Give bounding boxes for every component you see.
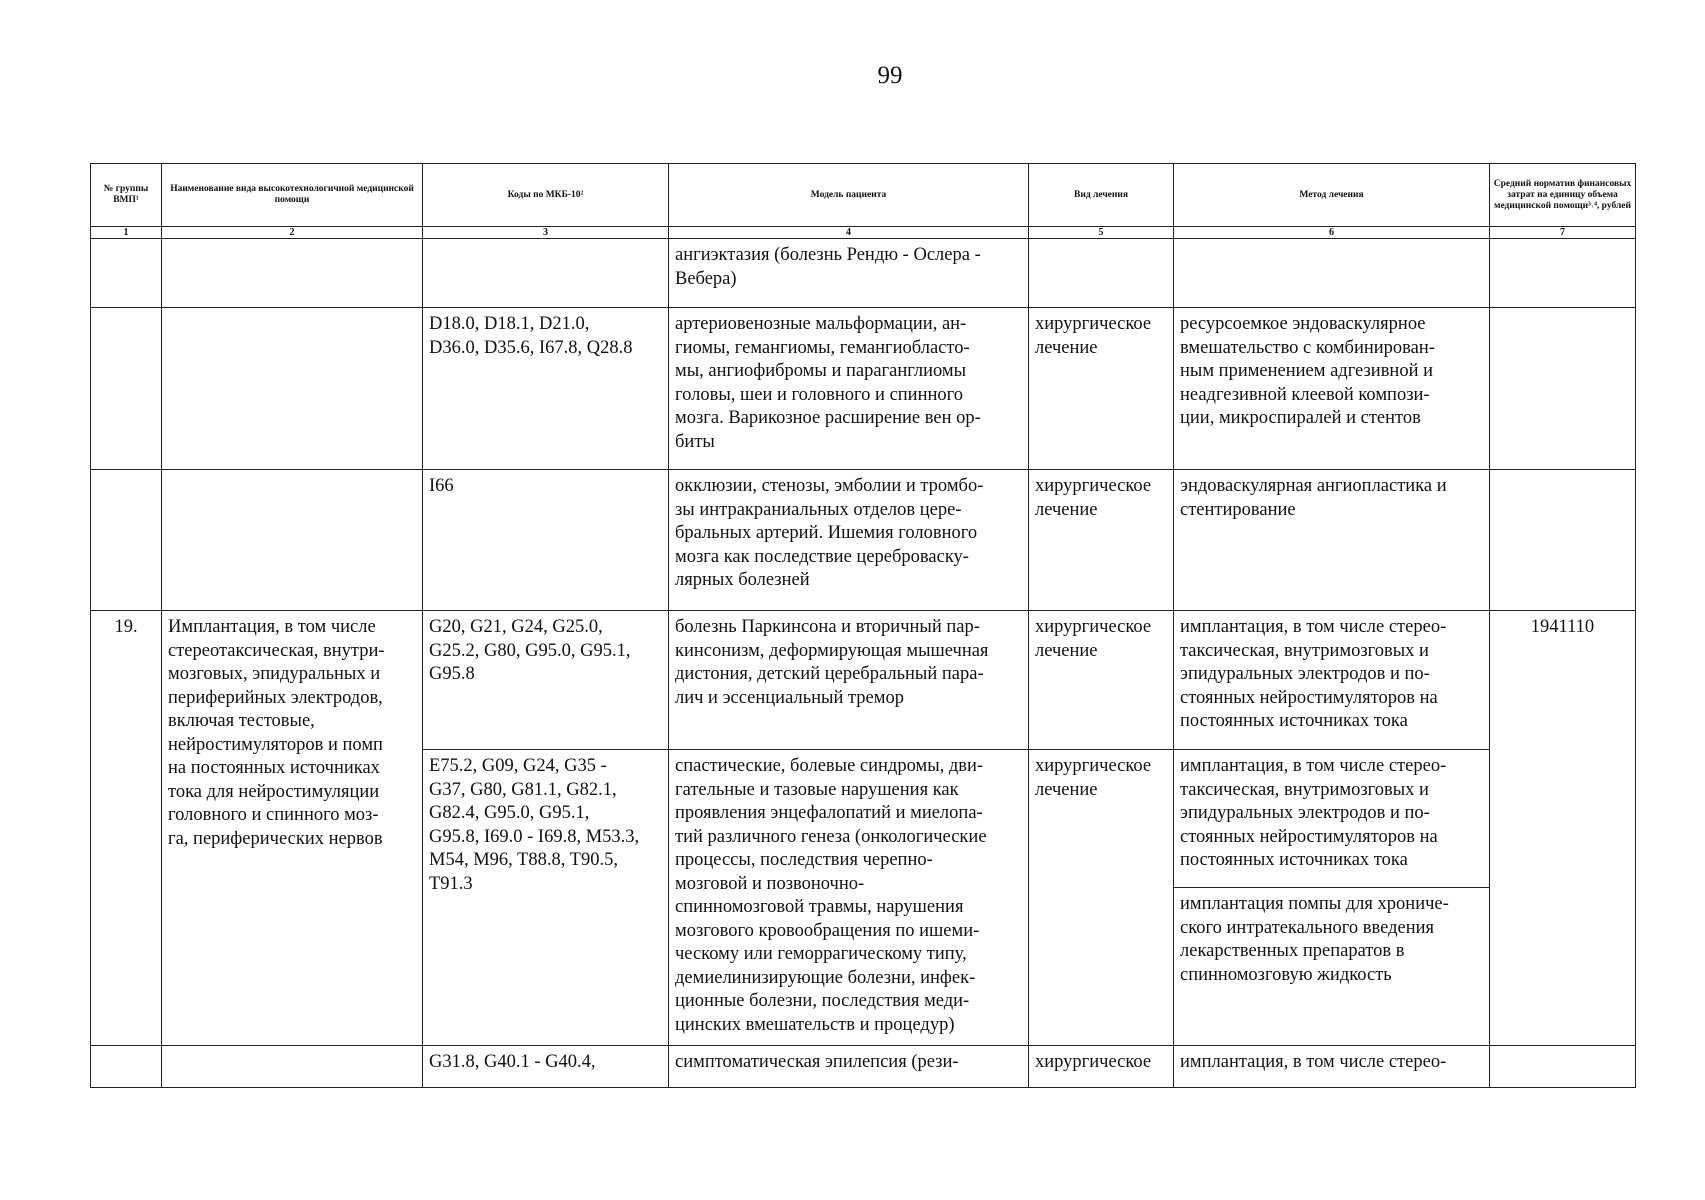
group-number-cell: 19. <box>91 611 162 1046</box>
column-number: 4 <box>669 227 1029 239</box>
codes-cell: E75.2, G09, G24, G35 - G37, G80, G81.1, G82.1, G82.4, G95.0, G95.1, G95.8, I69.0 - I69.8, M53.3, M54, M96, T88.8, T90.5, T91.3 <box>423 750 669 1046</box>
patient-model-cell: спастические, болевые синдромы, дви- гательные и тазовые нарушения как проявления энцефалопатий и миелопа- тий различного генеза (онкологические процессы, последствия черепно- мозговой и позвоночно- спинномозговой травмы, нарушения мозгового кровообращения по ишеми- ческому или геморрагическому типу, демиелинизирующие болезни, инфек- ционные болезни, последствия меди- цинских вмешательств и процедур) <box>669 750 1029 1046</box>
group-cell <box>91 308 162 470</box>
codes-cell: I66 <box>423 470 669 611</box>
patient-model-cell: артериовенозные мальформации, ан- гиомы, гемангиомы, гемангиобласто- мы, ангиофибромы и параганглиомы головы, шеи и головного и спинного мозга. Варикозное расширение вен ор- биты <box>669 308 1029 470</box>
patient-model-cell: болезнь Паркинсона и вторичный пар- кинсонизм, деформирующая мышечная дистония, детский церебральный пара- лич и эссенциальный тремор <box>669 611 1029 750</box>
treatment-type-cell <box>1029 239 1174 308</box>
care-type-cell: Имплантация, в том числе стереотаксическая, внутри- мозговых, эпидуральных и периферийных электродов, включая тестовые, нейростимуляторов и помп на постоянных источниках тока для нейростимуляции головного и спинного моз- га, периферических нервов <box>162 611 423 1046</box>
header-care-type: Наименование вида высокотехнологичной медицинской помощи <box>162 164 423 227</box>
codes-cell <box>423 239 669 308</box>
header-treatment-method: Метод лечения <box>1174 164 1490 227</box>
codes-cell: G31.8, G40.1 - G40.4, <box>423 1046 669 1088</box>
header-group-number: № группы ВМП¹ <box>91 164 162 227</box>
cost-cell <box>1490 239 1636 308</box>
codes-cell: D18.0, D18.1, D21.0, D36.0, D35.6, I67.8, Q28.8 <box>423 308 669 470</box>
table-row <box>91 239 1636 308</box>
treatment-method-cell <box>1174 239 1490 308</box>
column-number: 1 <box>91 227 162 239</box>
patient-model-cell: окклюзии, стенозы, эмболии и тромбо- зы интракраниальных отделов цере- бральных артерий. Ишемия головного мозга как последствие цереброваску- лярных болезней <box>669 470 1029 611</box>
care-type-cell <box>162 239 423 308</box>
treatment-type-cell: хирургическое лечение <box>1029 308 1174 470</box>
cost-cell <box>1490 308 1636 470</box>
care-type-cell <box>162 308 423 470</box>
header-average-cost: Средний норматив финансовых затрат на единицу объема медицинской помощи³˒⁴, рублей <box>1490 164 1636 227</box>
care-type-cell <box>162 470 423 611</box>
treatment-method-cell: эндоваскулярная ангиопластика и стентирование <box>1174 470 1490 611</box>
column-number: 6 <box>1174 227 1490 239</box>
treatment-method-cell: имплантация помпы для хрониче- ского интратекального введения лекарственных препаратов в спинномозговую жидкость <box>1174 888 1490 1046</box>
treatment-method-cell: имплантация, в том числе стерео- <box>1174 1046 1490 1088</box>
table-row <box>91 611 1636 750</box>
table-row <box>91 470 1636 611</box>
column-number: 2 <box>162 227 423 239</box>
column-number-row <box>91 227 1636 239</box>
treatment-type-cell: хирургическое лечение <box>1029 611 1174 750</box>
patient-model-cell: симптоматическая эпилепсия (рези- <box>669 1046 1029 1088</box>
treatment-type-cell: хирургическое лечение <box>1029 750 1174 1046</box>
column-number: 5 <box>1029 227 1174 239</box>
table-row <box>91 1046 1636 1088</box>
group-cell <box>91 470 162 611</box>
header-treatment-type: Вид лечения <box>1029 164 1174 227</box>
column-number: 7 <box>1490 227 1636 239</box>
treatment-type-cell: хирургическое <box>1029 1046 1174 1088</box>
cost-cell: 1941110 <box>1490 611 1636 1046</box>
cost-cell <box>1490 470 1636 611</box>
table-row <box>91 308 1636 470</box>
column-number: 3 <box>423 227 669 239</box>
header-patient-model: Модель пациента <box>669 164 1029 227</box>
care-type-cell <box>162 1046 423 1088</box>
patient-model-cell: ангиэктазия (болезнь Рендю - Ослера - Вебера) <box>669 239 1029 308</box>
header-icd-codes: Коды по МКБ-10² <box>423 164 669 227</box>
treatment-method-cell: ресурсоемкое эндоваскулярное вмешательство с комбинирован- ным применением адгезивной и неадгезивной клеевой компози- ции, микроспиралей и стентов <box>1174 308 1490 470</box>
cost-cell <box>1490 1046 1636 1088</box>
vmp-table <box>90 163 1636 1088</box>
treatment-method-cell: имплантация, в том числе стерео- таксическая, внутримозговых и эпидуральных электродов и по- стоянных нейростимуляторов на постоянных источниках тока <box>1174 750 1490 888</box>
treatment-method-cell: имплантация, в том числе стерео- таксическая, внутримозговых и эпидуральных электродов и по- стоянных нейростимуляторов на постоянных источниках тока <box>1174 611 1490 750</box>
codes-cell: G20, G21, G24, G25.0, G25.2, G80, G95.0, G95.1, G95.8 <box>423 611 669 750</box>
group-cell <box>91 239 162 308</box>
group-cell <box>91 1046 162 1088</box>
treatment-type-cell: хирургическое лечение <box>1029 470 1174 611</box>
page-number: 99 <box>877 62 903 89</box>
header-row <box>91 164 1636 227</box>
